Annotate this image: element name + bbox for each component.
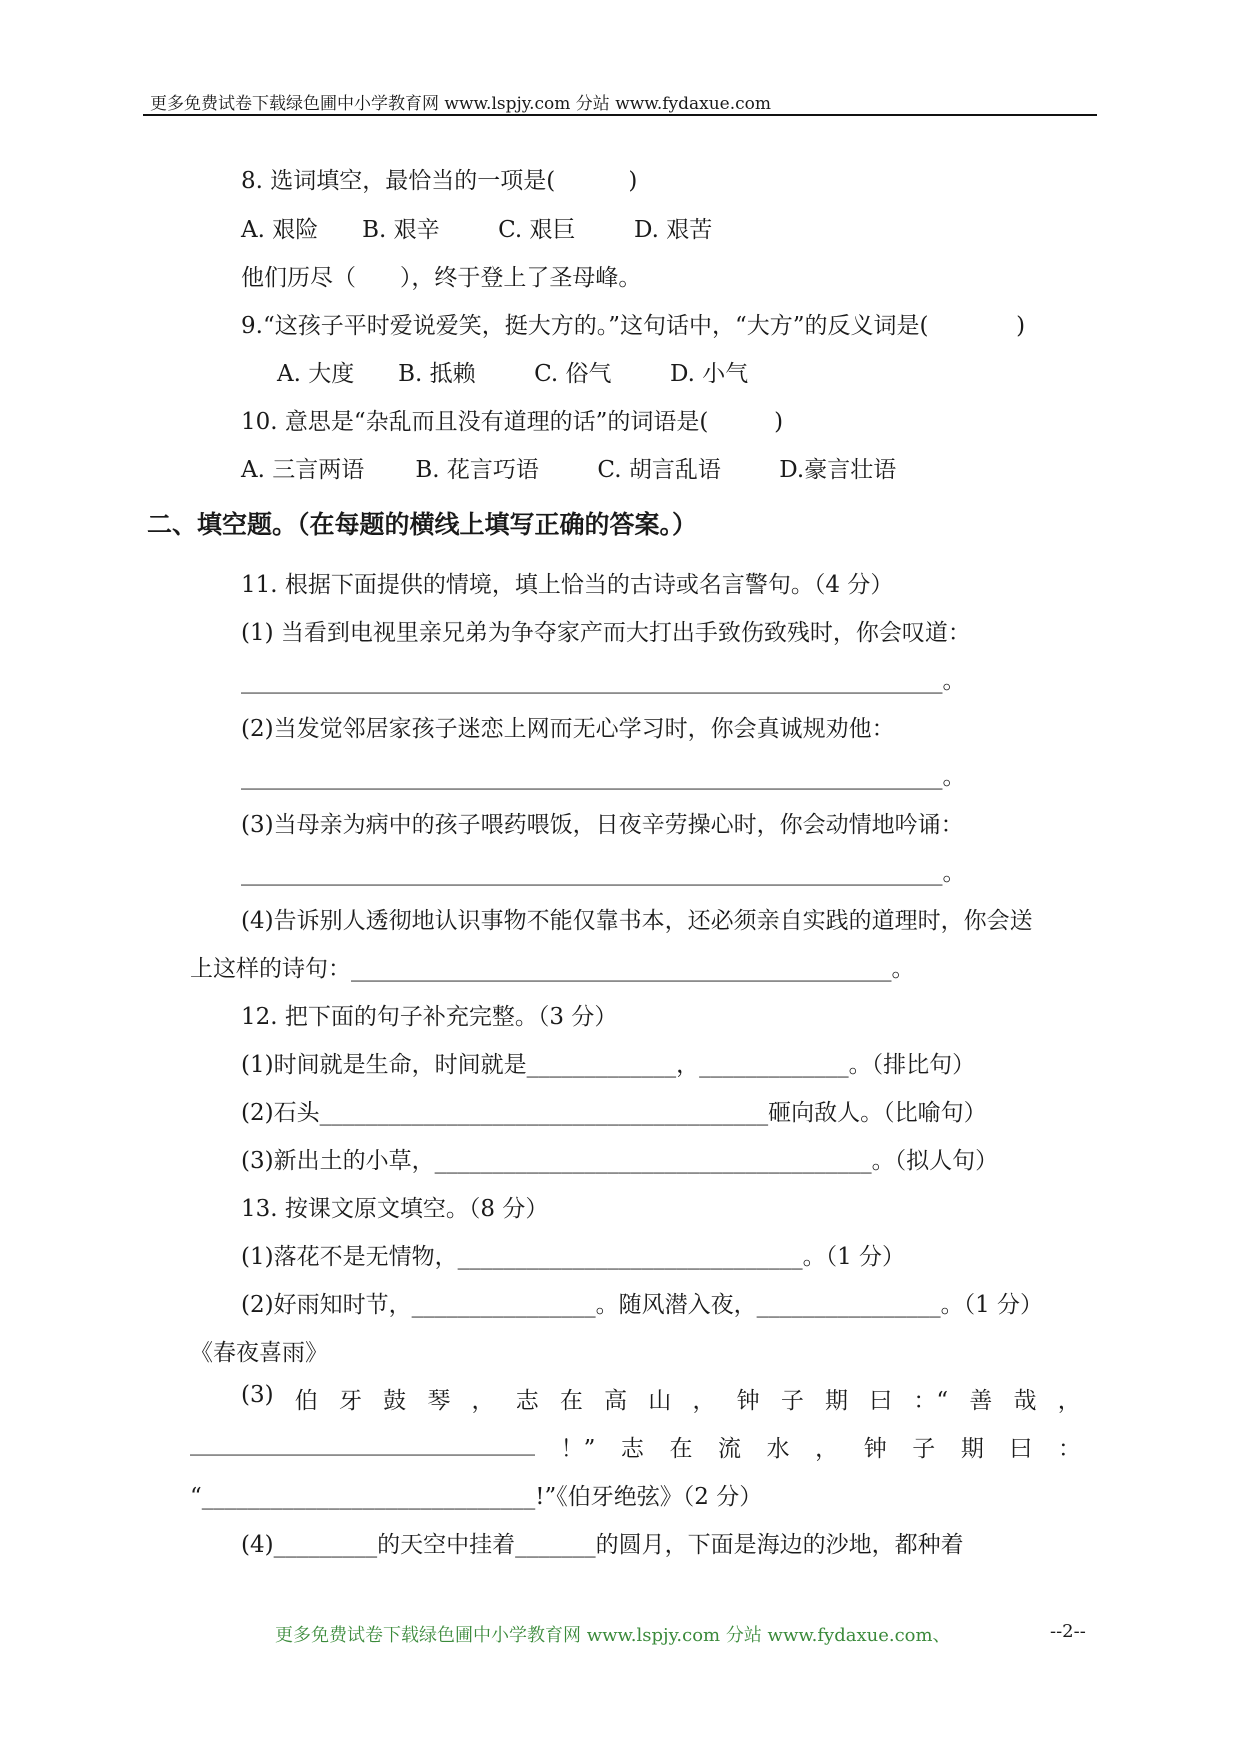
q13-item-1: (1)落花不是无情物，______________________________。（1 分） [241, 1244, 906, 1270]
q8-options: A. 艰险 B. 艰辛 C. 艰巨 D. 艰苦 [241, 217, 713, 243]
q11-item-4: (4)告诉别人透彻地认识事物不能仅靠书本，还必须亲自实践的道理时，你会送 [241, 908, 1033, 934]
q13-item-3-end: “_____________________________!”《伯牙绝弦》（2 分） [190, 1484, 763, 1510]
q8-sentence: 他们历尽（ ），终于登上了圣母峰。 [241, 265, 642, 291]
q11-question: 11. 根据下面提供的情境，填上恰当的古诗或名言警句。（4 分） [241, 572, 894, 598]
q12-item-2: (2)石头_______________________________________砸向敌人。（比喻句） [241, 1100, 987, 1126]
q12-item-1: (1)时间就是生命，时间就是_____________，_____________。（排比句） [241, 1052, 976, 1078]
q11-answer-line-3: _____________________________________________________________。 [241, 860, 966, 886]
page-footer: 更多免费试卷下载绿色圃中小学教育网 www.lspjy.com 分站 www.fydaxue.com、 [275, 1625, 951, 1646]
q11-item-2: (2)当发觉邻居家孩子迷恋上网而无心学习时，你会真诚规劝他： [241, 716, 895, 742]
q8-question: 8. 选词填空，最恰当的一项是( ) [241, 168, 638, 194]
q11-item-1: (1) 当看到电视里亲兄弟为争夺家产而大打出手致伤致残时，你会叹道： [241, 620, 971, 646]
q11-item-3: (3)当母亲为病中的孩子喂药喂饭，日夜辛劳操心时，你会动情地吟诵： [241, 812, 964, 838]
q13-question: 13. 按课文原文填空。（8 分） [241, 1196, 549, 1222]
q10-question: 10. 意思是“杂乱而且没有道理的话”的词语是( ) [241, 409, 784, 435]
q13-item-3-cont: ______________________________ ！” 志 在 流 水 ， 钟 子 期 曰 ： [190, 1430, 1081, 1462]
section-heading-fill-blank: 二、填空题。（在每题的横线上填写正确的答案。） [147, 510, 698, 539]
q13-item-3: (3) 伯 牙 鼓 琴 ， 志 在 高 山 ， 钟 子 期 曰 ：“ 善 哉 ， [241, 1382, 1081, 1414]
q13-item-2: (2)好雨知时节，________________。随风潜入夜，________________。（1 分） [241, 1292, 1044, 1318]
q12-question: 12. 把下面的句子补充完整。（3 分） [241, 1004, 618, 1030]
q13-item-2-source: 《春夜喜雨》 [190, 1340, 328, 1366]
q13-item-4: (4)_________的天空中挂着_______的圆月，下面是海边的沙地，都种着 [241, 1532, 964, 1558]
q9-options: A. 大度 B. 抵赖 C. 俗气 D. 小气 [277, 361, 749, 387]
q9-question: 9.“这孩子平时爱说爱笑，挺大方的。”这句话中，“大方”的反义词是( ) [241, 313, 1026, 339]
page-header: 更多免费试卷下载绿色圃中小学教育网 www.lspjy.com 分站 www.fydaxue.com [150, 94, 772, 114]
q12-item-3: (3)新出土的小草，______________________________________。（拟人句） [241, 1148, 999, 1174]
q10-options: A. 三言两语 B. 花言巧语 C. 胡言乱语 D.豪言壮语 [241, 457, 897, 483]
header-rule [143, 114, 1097, 116]
q11-answer-line-1: _____________________________________________________________。 [241, 668, 966, 694]
q11-item-4-cont: 上这样的诗句：_______________________________________________。 [190, 956, 915, 982]
page-number: --2-- [1050, 1621, 1086, 1642]
q11-answer-line-2: _____________________________________________________________。 [241, 764, 966, 790]
